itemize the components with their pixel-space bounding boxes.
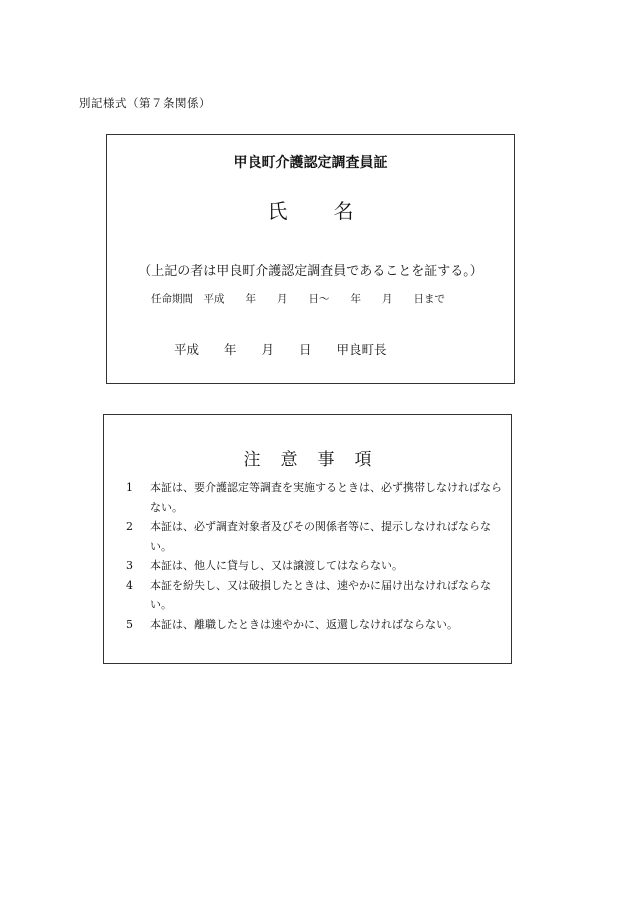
appointment-term: 任命期間 平成 年 月 日～ 年 月 日まで [151, 293, 445, 305]
name-label-surname: 氏 [267, 199, 288, 223]
notice-title-char: 項 [354, 450, 372, 470]
id-card-title: 甲良町介護認定調査員証 [233, 155, 388, 171]
notice-list [126, 478, 504, 634]
notice-item-number: 5 [126, 617, 133, 631]
notice-item-text: 本証は、要介護認定等調査を実施するときは、必ず携帯しなければならない。 [150, 481, 502, 514]
notice-item [126, 478, 504, 517]
id-card [106, 134, 515, 384]
notice-item [126, 556, 504, 576]
notice-card [103, 414, 512, 664]
certification-statement: （上記の者は甲良町介護認定調査員であることを証する。） [138, 264, 483, 279]
notice-title-char: 注 [243, 450, 261, 470]
notice-item-text: 本証を紛失し、又は破損したときは、速やかに届け出なければならない。 [150, 578, 491, 611]
notice-item [126, 517, 504, 556]
name-label-given: 名 [333, 199, 354, 223]
notice-item-number: 4 [126, 578, 133, 592]
notice-item-text: 本証は、離職したときは速やかに、返還しなければならない。 [150, 617, 458, 631]
notice-item [126, 615, 504, 635]
form-label: 別記様式（第７条関係） [79, 96, 211, 110]
name-field [107, 195, 514, 224]
notice-title-char: 事 [317, 450, 335, 470]
notice-item-text: 本証は、他人に貸与し、又は譲渡してはならない。 [150, 559, 403, 572]
issuer-line: 平成 年 月 日 甲良町長 [174, 342, 387, 357]
notice-item-text: 本証は、必ず調査対象者及びその関係者等に、提示しなければならない。 [150, 520, 491, 553]
notice-title-char: 意 [280, 450, 298, 470]
notice-item-number: 3 [126, 559, 133, 572]
notice-item-number: 2 [126, 520, 133, 533]
notice-item [126, 576, 504, 615]
notice-title [104, 445, 511, 470]
notice-item-number: 1 [126, 481, 133, 494]
